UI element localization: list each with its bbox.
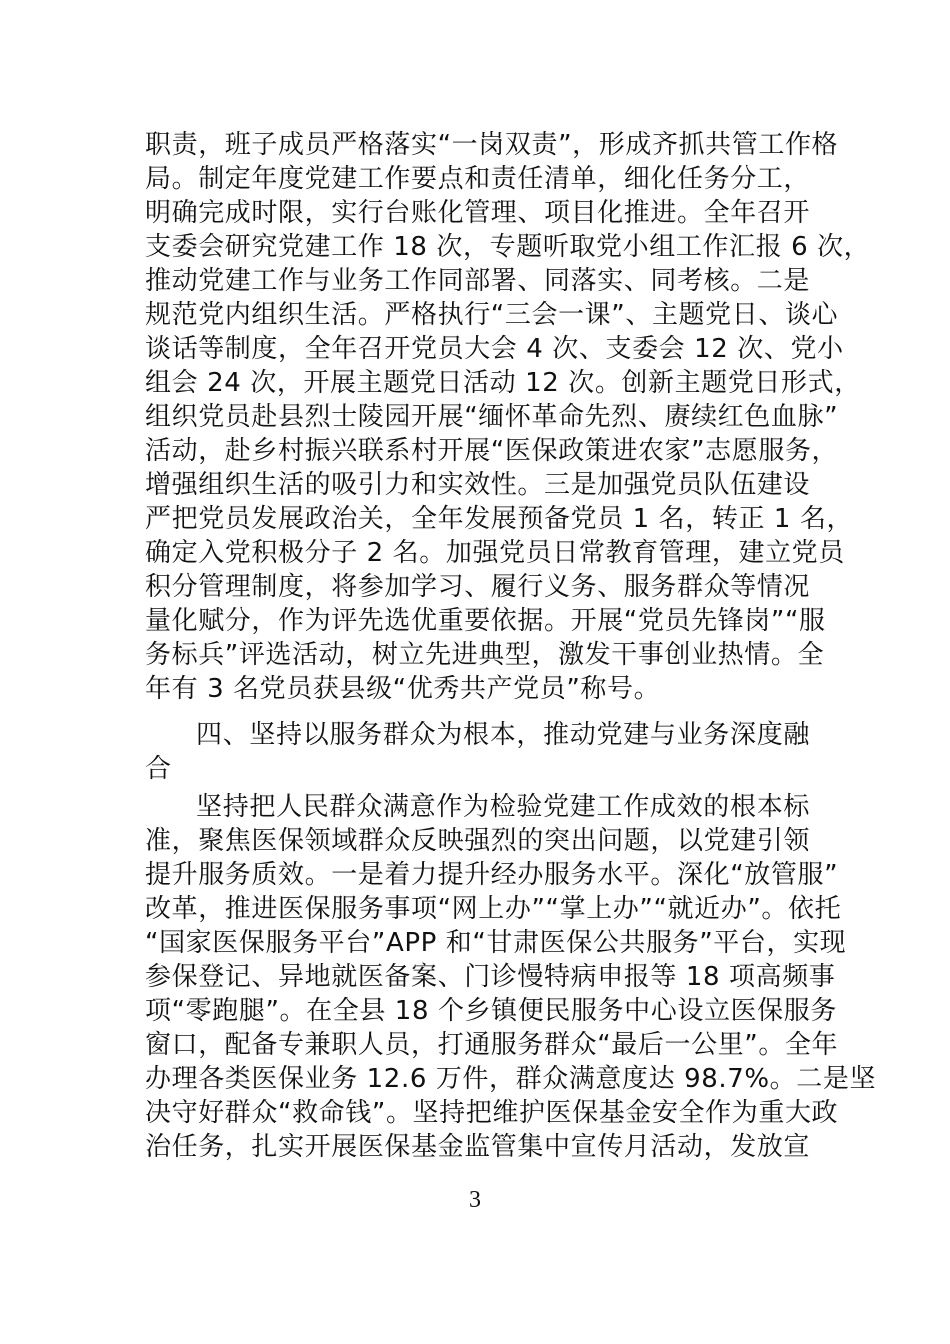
body-text-line: 职责，班子成员严格落实“一岗双责”，形成齐抓共管工作格 <box>145 130 839 160</box>
body-text-line: 确定入党积极分子 2 名。加强党员日常教育管理，建立党员 <box>145 538 845 568</box>
body-text-line: 局。制定年度党建工作要点和责任清单，细化任务分工， <box>145 164 811 194</box>
body-text-line: 活动，赴乡村振兴联系村开展“医保政策进农家”志愿服务， <box>145 436 839 466</box>
body-text-line: 决守好群众“救命钱”。坚持把维护医保基金安全作为重大政 <box>145 1098 839 1128</box>
body-text-line: 改革，推进医保服务事项“网上办”“掌上办”“就近办”。依托 <box>145 894 842 924</box>
section-heading: 四、坚持以服务群众为根本，推动党建与业务深度融 <box>196 720 810 750</box>
body-text-line: 提升服务质效。一是着力提升经办服务水平。深化“放管服” <box>145 860 839 890</box>
body-text-line: 参保登记、异地就医备案、门诊慢特病申报等 18 项高频事 <box>145 962 836 992</box>
body-text-line: 年有 3 名党员获县级“优秀共产党员”称号。 <box>145 674 661 704</box>
body-text-line: 增强组织生活的吸引力和实效性。三是加强党员队伍建设 <box>145 470 811 500</box>
body-text-line: 谈话等制度，全年召开党员大会 4 次、支委会 12 次、党小 <box>145 334 844 364</box>
body-text-line: 组会 24 次，开展主题党日活动 12 次。创新主题党日形式， <box>145 368 861 398</box>
body-text-line: 窗口，配备专兼职人员，打通服务群众“最后一公里”。全年 <box>145 1030 839 1060</box>
body-text-line: 量化赋分，作为评先选优重要依据。开展“党员先锋岗”“服 <box>145 606 826 636</box>
body-text-line: 组织党员赴县烈士陵园开展“缅怀革命先烈、赓续红色血脉” <box>145 402 839 432</box>
body-text-line: 办理各类医保业务 12.6 万件，群众满意度达 98.7%。二是坚 <box>145 1064 877 1094</box>
body-text-line: 积分管理制度，将参加学习、履行义务、服务群众等情况 <box>145 572 811 602</box>
body-text-line: 务标兵”评选活动，树立先进典型，激发干事创业热情。全 <box>145 640 825 670</box>
body-text-line: 项“零跑腿”。在全县 18 个乡镇便民服务中心设立医保服务 <box>145 996 837 1026</box>
body-text-line: 明确完成时限，实行台账化管理、项目化推进。全年召开 <box>145 198 811 228</box>
body-text-line: 治任务，扎实开展医保基金监管集中宣传月活动，发放宣 <box>145 1132 811 1162</box>
page-number: 3 <box>469 1187 481 1213</box>
body-text-line: “国家医保服务平台”APP 和“甘肃医保公共服务”平台，实现 <box>145 928 847 958</box>
body-text-line: 规范党内组织生活。严格执行“三会一课”、主题党日、谈心 <box>145 300 839 330</box>
section-heading-continued: 合 <box>145 754 172 784</box>
body-text-line: 支委会研究党建工作 18 次，专题听取党小组工作汇报 6 次， <box>145 232 871 262</box>
body-text-line: 严把党员发展政治关，全年发展预备党员 1 名，转正 1 名， <box>145 504 854 534</box>
body-text-line: 坚持把人民群众满意作为检验党建工作成效的根本标 <box>196 792 810 822</box>
body-text-line: 准，聚焦医保领域群众反映强烈的突出问题，以党建引领 <box>145 826 811 856</box>
body-text-line: 推动党建工作与业务工作同部署、同落实、同考核。二是 <box>145 266 811 296</box>
